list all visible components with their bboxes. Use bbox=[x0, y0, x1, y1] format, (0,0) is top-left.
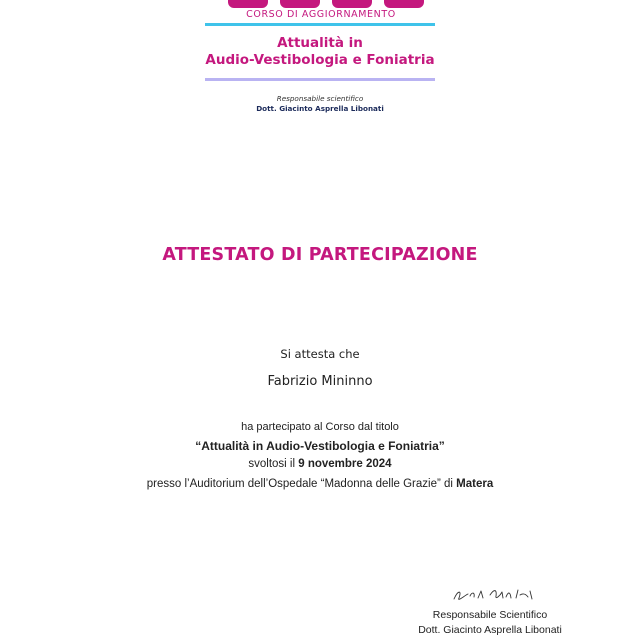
course-title-line-2: Audio-Vestibologia e Foniatria bbox=[205, 52, 435, 68]
logo-year-graphic bbox=[218, 0, 424, 8]
cyan-divider bbox=[205, 23, 435, 26]
logo-digit-shape bbox=[228, 0, 268, 8]
responsible-label: Responsabile scientifico bbox=[276, 94, 364, 103]
logo-digit-shape bbox=[384, 0, 424, 8]
lavender-divider bbox=[205, 78, 435, 81]
venue-line bbox=[60, 478, 580, 490]
attests-that-text: Si attesta che bbox=[280, 347, 360, 361]
participated-text: ha partecipato al Corso dal titolo bbox=[241, 421, 399, 433]
venue-city: Matera bbox=[456, 478, 494, 490]
handwritten-signature bbox=[450, 586, 540, 604]
held-date: 9 novembre 2024 bbox=[298, 458, 392, 470]
signature-name: Dott. Giacinto Asprella Libonati bbox=[418, 624, 562, 636]
course-title bbox=[190, 35, 450, 69]
responsible-name: Dott. Giacinto Asprella Libonati bbox=[256, 104, 384, 113]
held-prefix: svoltosi il bbox=[248, 458, 299, 470]
logo-digit-shape bbox=[280, 0, 320, 8]
participant-name: Fabrizio Mininno bbox=[267, 374, 373, 389]
certificate-heading: ATTESTATO DI PARTECIPAZIONE bbox=[162, 245, 478, 265]
signature-role: Responsabile Scientifico bbox=[432, 609, 548, 621]
held-date-line bbox=[60, 458, 580, 470]
course-title-line-1: Attualità in bbox=[277, 35, 363, 51]
course-type-label: CORSO DI AGGIORNAMENTO bbox=[246, 9, 396, 20]
logo-digit-shape bbox=[332, 0, 372, 8]
venue-prefix: presso l’Auditorium dell’Ospedale “Madonna delle Grazie” di bbox=[146, 478, 457, 490]
course-title-quoted: “Attualità in Audio-Vestibologia e Foniatria” bbox=[195, 439, 445, 453]
